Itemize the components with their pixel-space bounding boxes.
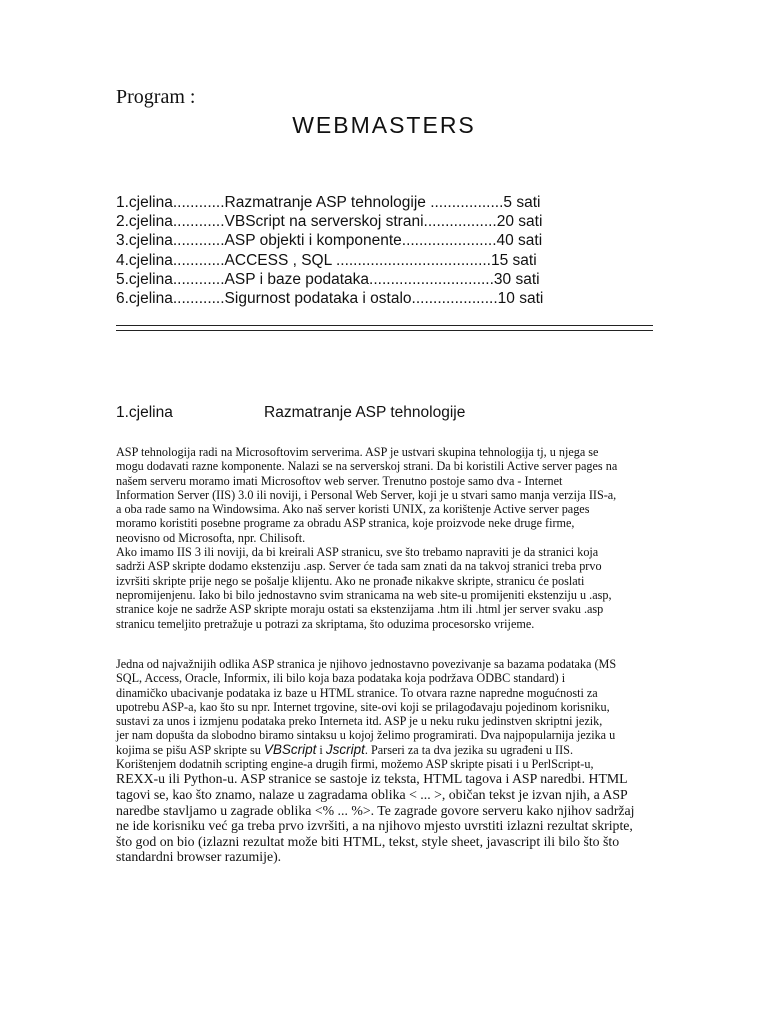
text-line: jer nam dopušta da slobodno biramo sintaksu u kojoj želimo programirati. Dva najpopularnija jezika u — [116, 728, 616, 743]
section-heading — [116, 404, 466, 422]
text-line: neovisno od Microsofta, npr. Chilisoft. — [116, 530, 306, 545]
text-line: sustavi za unos i izmjenu podataka preko Interneta itd. ASP je u neku ruku jedinstven skriptni jezik, — [116, 714, 603, 729]
text-line: tagovi se, kao što znamo, nalaze u zagradama oblika < ... >, običan tekst je izvan njih, a ASP — [116, 786, 628, 802]
text-line: dinamičko ubacivanje podataka iz baze u HTML stranice. To otvara razne napredne mogućnosti za — [116, 685, 598, 700]
outline-item: 5.cjelina............ASP i baze podataka.............................30 sati — [116, 270, 540, 288]
outline-item: 4.cjelina............ACCESS , SQL ....................................15 sati — [116, 251, 537, 269]
text-line: SQL, Access, Oracle, Informix, ili bilo koja baza podataka koja podržava ODBC standard) i — [116, 671, 566, 686]
text-line: stranice koje ne sadrže ASP skripte moraju ostati sa ekstenzijama .htm ili .html jer server svaku .asp — [116, 602, 604, 617]
text-line: upotrebu ASP-a, kao što su npr. Internet trgovine, site-ovi koji se prilagođavaju pojedinom korisniku, — [116, 699, 610, 714]
text-line: mogu dodavati razne komponente. Nalazi se na serverskoj strani. Da bi koristili Active server pages na — [116, 459, 618, 474]
vbscript-term: VBScript — [263, 741, 317, 757]
jscript-term: Jscript — [325, 741, 365, 757]
outline-item: 3.cjelina............ASP objekti i komponente......................40 sati — [116, 232, 543, 250]
section-title: Razmatranje ASP tehnologije — [264, 404, 466, 421]
course-outline — [116, 193, 543, 308]
text-line: što god on bio (izlazni rezultat može biti HTML, tekst, style sheet, javascript ili bilo što što — [116, 833, 620, 849]
text-line: izvršiti skripte prije nego se pošalje klijentu. Ako ne pronađe nikakve skripte, stranicu će poslati — [116, 573, 585, 588]
text-line: REXX-u ili Python-u. ASP stranice se sastoje iz teksta, HTML tagova i ASP naredbi. HTML — [116, 771, 628, 787]
text-segment: . Parseri za ta dva jezika su ugrađeni u IIS. — [364, 742, 574, 757]
divider-line — [116, 325, 653, 326]
text-line: ne ide korisniku već ga treba prvo izvršiti, a na njihovo mjesto uvrstiti izlazni rezultat skripte, — [116, 818, 633, 834]
paragraph-databases — [116, 657, 656, 865]
text-line: moramo koristiti posebne programe za obradu ASP stranica, koje proizvode neke druge firme, — [116, 516, 575, 531]
text-line: sadrži ASP skripte dodamo ekstenziju .asp. Server će tada sam znati da na takvoj stranici treba prvo — [116, 559, 602, 574]
text-line: Korištenjem dodatnih scripting engine-a drugih firmi, možemo ASP skripte pisati i u PerlScript-u, — [116, 757, 594, 772]
text-line: standardni browser razumije). — [116, 849, 282, 865]
text-line: stranicu temeljito pretražuje u potrazi za skriptama, što oduzima procesorsko vrijeme. — [116, 616, 535, 631]
text-line: ASP tehnologija radi na Microsoftovim serverima. ASP je ustvari skupina tehnologija tj, u njega se — [116, 445, 599, 459]
text-line: a oba rade samo na Windowsima. Ako naš server koristi UNIX, za korištenje Active server pages — [116, 502, 590, 517]
outline-item: 2.cjelina............VBScript na serverskoj strani.................20 sati — [116, 213, 543, 231]
text-line: Jedna od najvažnijih odlika ASP stranica je njihovo jednostavno povezivanje sa bazama podataka (MS — [116, 657, 617, 671]
text-segment: i — [316, 742, 326, 757]
section-number: 1.cjelina — [116, 404, 173, 421]
outline-item: 6.cjelina............Sigurnost podataka i ostalo....................10 sati — [116, 290, 544, 308]
text-line: našem serveru moramo imati Microsoftov web server. Trenutno postoje samo dva - Internet — [116, 473, 563, 488]
paragraph-intro — [116, 445, 656, 631]
outline-item: 1.cjelina............Razmatranje ASP tehnologije .................5 sati — [116, 194, 541, 211]
program-label: Program : — [116, 86, 196, 108]
text-segment: kojima se pišu ASP skripte su — [116, 742, 264, 757]
text-line: naredbe stavljamo u zagrade oblika <% ... %>. Te zagrade govore serveru kako njihov sadržaj — [116, 802, 635, 818]
text-line: Information Server (IIS) 3.0 ili noviji, i Personal Web Server, koji je u stvari samo manja verzija IIS-a, — [116, 487, 617, 502]
text-line: nepromijenjenu. Iako bi bilo jednostavno svim stranicama na web site-u promijeniti ekstenziju u .asp, — [116, 587, 612, 602]
page-title: WEBMASTERS — [292, 112, 476, 138]
text-line — [116, 743, 656, 757]
divider-line — [116, 330, 653, 331]
text-line: Ako imamo IIS 3 ili noviji, da bi kreirali ASP stranicu, sve što trebamo napraviti je da stranici koja — [116, 545, 599, 560]
